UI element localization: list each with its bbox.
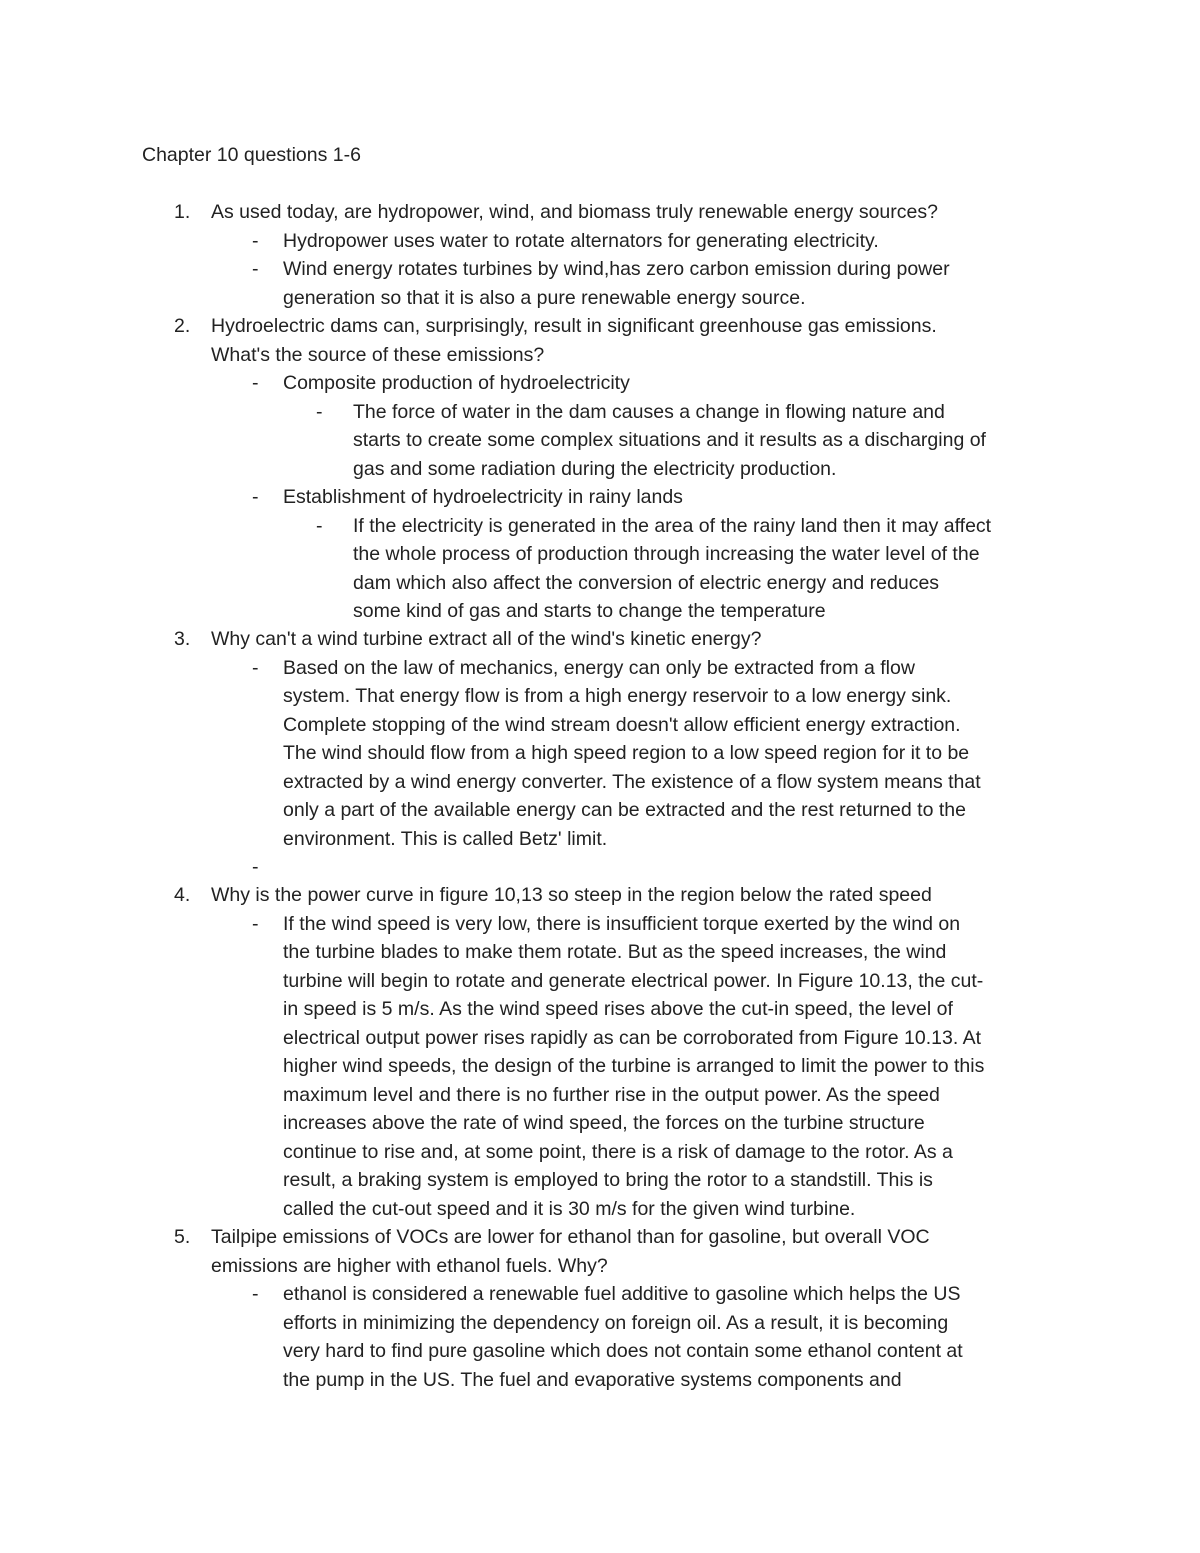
bullet-dash: - <box>316 400 323 423</box>
answer-line: continue to rise and, at some point, there is a risk of damage to the rotor. As a <box>283 1140 953 1163</box>
question-number: 2. <box>174 315 191 337</box>
answer-line: only a part of the available energy can be extracted and the rest returned to the <box>283 799 966 821</box>
answer-line: The wind should flow from a high speed region to a low speed region for it to be <box>283 742 970 764</box>
answer-line: dam which also affect the conversion of electric energy and reduces <box>353 571 940 594</box>
answer-line: system. That energy flow is from a high energy reservoir to a low energy sink. <box>283 685 952 707</box>
answer-line: increases above the rate of wind speed, the forces on the turbine structure <box>283 1112 925 1134</box>
answer-line: ethanol is considered a renewable fuel additive to gasoline which helps the US <box>283 1283 961 1305</box>
answer-line: The force of water in the dam causes a change in flowing nature and <box>353 400 945 423</box>
question-line: Why is the power curve in figure 10,13 so steep in the region below the rated speed <box>211 884 932 906</box>
question-number: 4. <box>174 884 191 906</box>
answer-line: Based on the law of mechanics, energy can only be extracted from a flow <box>283 656 915 679</box>
bullet-dash: - <box>252 486 259 508</box>
bullet-dash: - <box>252 912 259 935</box>
answer-line: If the wind speed is very low, there is insufficient torque exerted by the wind on <box>283 912 961 935</box>
bullet-dash: - <box>252 372 259 394</box>
question-line: Why can't a wind turbine extract all of the wind's kinetic energy? <box>211 628 762 650</box>
answer-line: the pump in the US. The fuel and evaporative systems components and <box>283 1368 902 1391</box>
bullet-dash: - <box>252 1283 259 1305</box>
answer-line: efforts in minimizing the dependency on foreign oil. As a result, it is becoming <box>283 1311 949 1334</box>
bullet-dash: - <box>252 229 259 252</box>
answer-line: environment. This is called Betz' limit. <box>283 827 608 850</box>
question-line: What's the source of these emissions? <box>211 343 545 366</box>
answer-line: the whole process of production through increasing the water level of the <box>353 543 980 565</box>
question-line: As used today, are hydropower, wind, and biomass truly renewable energy sources? <box>211 201 938 223</box>
answer-line: result, a braking system is employed to bring the rotor to a standstill. This is <box>283 1169 933 1191</box>
question-text <box>211 625 1071 654</box>
answer-line: very hard to find pure gasoline which does not contain some ethanol content at <box>283 1340 963 1362</box>
answer-line: maximum level and there is no further rise in the output power. As the speed <box>283 1083 940 1106</box>
answer-line: some kind of gas and starts to change the temperature <box>353 600 826 622</box>
answer-line: Composite production of hydroelectricity <box>283 372 630 394</box>
answer-line: gas and some radiation during the electricity production. <box>353 457 837 480</box>
question-text <box>211 198 1071 227</box>
question-text <box>211 312 1071 369</box>
question-number: 5. <box>174 1226 191 1248</box>
answer-line: Hydropower uses water to rotate alternators for generating electricity. <box>283 229 879 252</box>
answer-line: If the electricity is generated in the area of the rainy land then it may affect <box>353 514 992 537</box>
answer-line: Wind energy rotates turbines by wind,has zero carbon emission during power <box>283 258 950 280</box>
question-text <box>211 881 1071 910</box>
answer-line: higher wind speeds, the design of the turbine is arranged to limit the power to this <box>283 1055 985 1077</box>
question-line: Hydroelectric dams can, surprisingly, result in significant greenhouse gas emissions. <box>211 315 937 337</box>
question-text <box>211 1223 1071 1280</box>
document-title: Chapter 10 questions 1-6 <box>142 144 361 166</box>
answer-line: in speed is 5 m/s. As the wind speed rises above the cut-in speed, the level of <box>283 998 953 1020</box>
answer-line: electrical output power rises rapidly as can be corroborated from Figure 10.13. At <box>283 1026 982 1049</box>
question-number: 3. <box>174 628 191 650</box>
bullet-dash: - <box>252 656 259 679</box>
bullet-dash: - <box>316 514 323 537</box>
answer-line: turbine will begin to rotate and generate electrical power. In Figure 10.13, the cut- <box>283 969 984 992</box>
answer-line: Establishment of hydroelectricity in rainy lands <box>283 486 683 508</box>
question-number: 1. <box>174 201 191 223</box>
question-line: Tailpipe emissions of VOCs are lower for ethanol than for gasoline, but overall VOC <box>211 1226 930 1248</box>
bullet-dash: - <box>252 856 259 878</box>
answer-line: the turbine blades to make them rotate. But as the speed increases, the wind <box>283 941 947 963</box>
answer-line: generation so that it is also a pure renewable energy source. <box>283 286 806 309</box>
answer-line: starts to create some complex situations and it results as a discharging of <box>353 429 986 451</box>
answer-line: Complete stopping of the wind stream doesn't allow efficient energy extraction. <box>283 713 961 736</box>
answer-line: called the cut-out speed and it is 30 m/s for the given wind turbine. <box>283 1197 856 1220</box>
bullet-dash: - <box>252 258 259 280</box>
question-line: emissions are higher with ethanol fuels. Why? <box>211 1254 608 1277</box>
answer-line: extracted by a wind energy converter. The existence of a flow system means that <box>283 770 981 793</box>
